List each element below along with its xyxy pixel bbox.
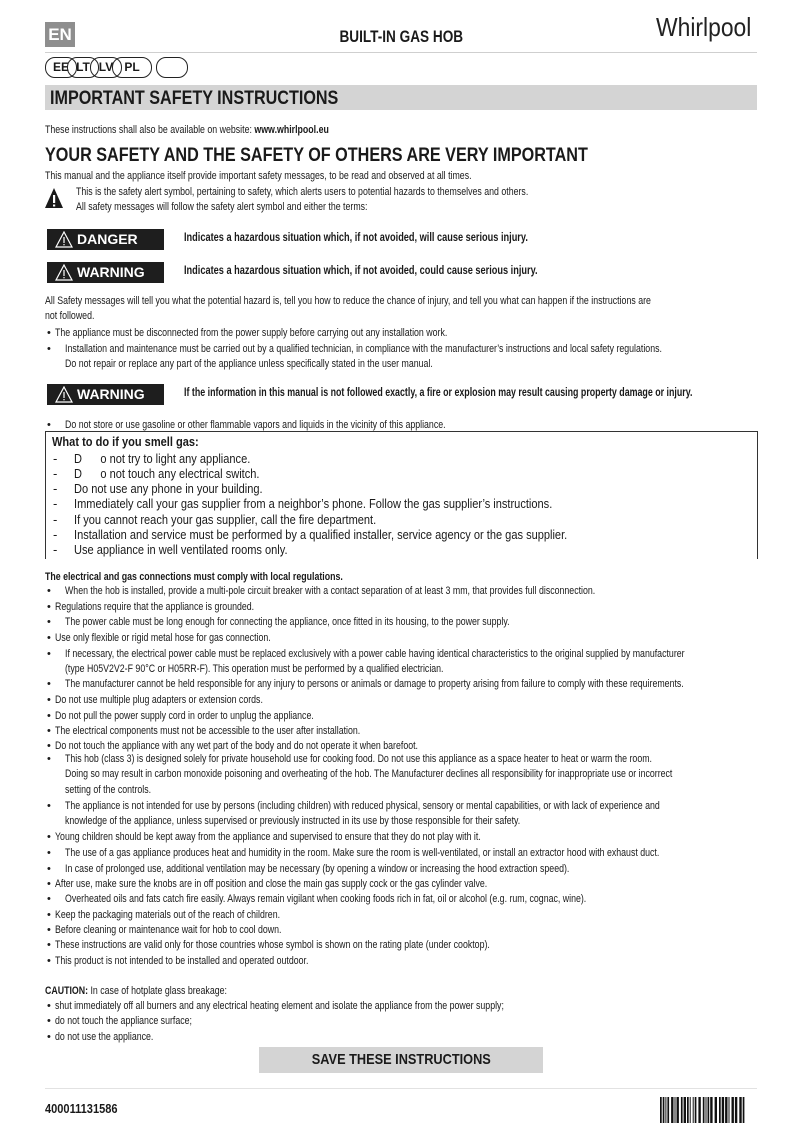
item-text: All Safety messages will tell you what the potential hazard is, tell you how to reduce the chance of injury, and tell you what can happen if the instructions are (45, 295, 651, 307)
item-text: In case of prolonged use, additional ventilation may be necessary (by opening a window or increasing the hood extraction speed). (65, 863, 570, 875)
text-line (45, 309, 757, 323)
barcode-bar (684, 1097, 686, 1123)
barcode-bar (715, 1097, 717, 1123)
item-text: This product is not intended to be installed and operated outdoor. (55, 955, 309, 967)
barcode-bar (677, 1097, 679, 1123)
section-title: IMPORTANT SAFETY INSTRUCTIONS (50, 88, 339, 109)
barcode-bar (743, 1097, 745, 1123)
item-text: These instructions are valid only for those countries whose symbol is shown on the rating plate (under cooktop). (55, 939, 490, 951)
gas-instruction-item (45, 527, 757, 543)
document-number: 400011131586 (45, 1101, 118, 1116)
website-link[interactable]: www.whirlpool.eu (254, 124, 329, 136)
country-oval: LV (90, 57, 122, 78)
bullet-marker: • (47, 1031, 51, 1043)
bullet-item (45, 326, 757, 340)
item-text: knowledge of the appliance, unless supervised or previously instructed in its use by those responsible for their safety. (65, 815, 521, 827)
intro-line: All safety messages will follow the safety alert symbol and either the terms: (76, 201, 368, 213)
warning-triangle-icon (55, 231, 73, 248)
bullet-marker: • (47, 616, 51, 628)
barcode-bar (675, 1097, 676, 1123)
barcode-bar (665, 1097, 666, 1123)
bullet-item (45, 739, 757, 753)
badge-label: WARNING (77, 386, 145, 402)
gas-instruction-item (45, 451, 757, 467)
country-oval: PL (112, 57, 152, 78)
bullet-marker: • (47, 878, 51, 890)
text-line (45, 570, 757, 584)
dash-marker: - (53, 451, 58, 466)
bullet-item (45, 615, 757, 629)
bullet-item (45, 418, 757, 432)
text-line (45, 783, 757, 797)
item-text: D o not try to light any appliance. (74, 451, 251, 466)
dash-marker: - (53, 496, 58, 511)
bullet-marker: • (47, 831, 51, 843)
item-text: Do not touch the appliance with any wet part of the body and do not operate it when barefoot. (55, 740, 418, 752)
safety-alert-icon (44, 186, 64, 212)
item-text: Installation and maintenance must be carried out by a qualified technician, in compliance with the manufacturer’s instructions and local safety regulations. (65, 343, 662, 355)
bullet-item (45, 1030, 757, 1044)
bullet-marker: • (47, 800, 51, 812)
document-title-text: BUILT-IN GAS HOB (339, 27, 463, 46)
bullet-item (45, 342, 757, 356)
bullet-marker: • (47, 909, 51, 921)
item-text: The appliance must be disconnected from the power supply before carrying out any installation work. (55, 327, 448, 339)
bullet-item (45, 647, 757, 661)
bullet-marker: • (47, 1000, 51, 1012)
bullet-marker: • (47, 740, 51, 752)
bullet-marker: • (47, 924, 51, 936)
bullet-item (45, 830, 757, 844)
gas-box-title: What to do if you smell gas: (52, 434, 199, 449)
bullet-item (45, 584, 757, 598)
item-text: If necessary, the electrical power cable must be replaced exclusively with a power cable having identical characteristics to the original supplied by manufacturer (65, 648, 685, 660)
item-text: Keep the packaging materials out of the reach of children. (55, 909, 281, 921)
bullet-item (45, 877, 757, 891)
barcode-bar (706, 1097, 707, 1123)
item-text: Overheated oils and fats catch fire easily. Always remain vigilant when cooking foods rich in fat, oil or alcohol (e.g. rum, cognac, wine). (65, 893, 587, 905)
item-text: do not touch the appliance surface; (55, 1015, 192, 1027)
item-text: Before cleaning or maintenance wait for hob to cool down. (55, 924, 282, 936)
bullet-marker: • (47, 601, 51, 613)
item-text: shut immediately off all burners and any electrical heating element and isolate the appliance from the power supply; (55, 1000, 504, 1012)
bullet-marker: • (47, 710, 51, 722)
language-badge: EN (45, 22, 75, 47)
gas-instruction-item (45, 496, 757, 512)
item-text: If you cannot reach your gas supplier, call the fire department. (74, 512, 377, 527)
dash-marker: - (53, 512, 58, 527)
footer-divider (45, 1088, 757, 1089)
badge-label: WARNING (77, 264, 145, 280)
bullet-item (45, 1014, 757, 1028)
barcode-bar (687, 1097, 689, 1123)
bullet-item (45, 631, 757, 645)
bullet-item (45, 677, 757, 691)
barcode-bar (660, 1097, 662, 1123)
text-line (45, 662, 757, 676)
bullet-item (45, 908, 757, 922)
bullet-item (45, 954, 757, 968)
save-instructions-text: SAVE THESE INSTRUCTIONS (311, 1051, 491, 1068)
barcode-bar (681, 1097, 683, 1123)
item-text: The power cable must be long enough for connecting the appliance, once fitted in its housing, to the power supply. (65, 616, 510, 628)
barcode-bar (693, 1097, 694, 1123)
barcode-bar (667, 1097, 669, 1123)
bullet-marker: • (47, 1015, 51, 1027)
bullet-item (45, 799, 757, 813)
barcode-bar (671, 1097, 673, 1123)
item-text: Do not use multiple plug adapters or extension cords. (55, 694, 263, 706)
website-line (45, 123, 757, 137)
bullet-item (45, 709, 757, 723)
item-text: After use, make sure the knobs are in off position and close the main gas supply cock or the gas cylinder valve. (55, 878, 488, 890)
fire-warning-description: If the information in this manual is not followed exactly, a fire or explosion may result causing property damage or injury. (184, 387, 693, 399)
caution-label: CAUTION: (45, 985, 89, 997)
main-heading: YOUR SAFETY AND THE SAFETY OF OTHERS ARE VERY IMPORTANT (45, 144, 588, 166)
intro-line: This is the safety alert symbol, pertaining to safety, which alerts users to potential hazards to themselves and others. (76, 186, 529, 198)
bullet-marker: • (47, 694, 51, 706)
gas-instruction-item (45, 466, 757, 482)
item-text: The use of a gas appliance produces heat and humidity in the room. Make sure the room is well-ventilated, or install an extractor hood with exhaust duct. (65, 847, 660, 859)
barcode (660, 1097, 746, 1127)
bullet-marker: • (47, 419, 51, 431)
bullet-item (45, 892, 757, 906)
barcode-bar (719, 1097, 721, 1123)
item-text: Installation and service must be performed by a qualified installer, service agency or the gas supplier. (74, 527, 568, 542)
item-text: The electrical components must not be accessible to the user after installation. (55, 725, 361, 737)
country-oval: EE (45, 57, 77, 78)
bullet-marker: • (47, 847, 51, 859)
item-text: The electrical and gas connections must comply with local regulations. (45, 571, 343, 583)
item-text: Regulations require that the appliance is grounded. (55, 601, 255, 613)
website-prefix: These instructions shall also be available on website: (45, 124, 255, 136)
bullet-marker: • (47, 327, 51, 339)
bullet-marker: • (47, 632, 51, 644)
section-header (45, 85, 757, 110)
warning-description: Indicates a hazardous situation which, if not avoided, could cause serious injury. (184, 265, 538, 277)
caution-line (45, 984, 757, 998)
dash-marker: - (53, 542, 58, 557)
barcode-bar (695, 1097, 697, 1123)
dash-marker: - (53, 481, 58, 496)
barcode-bar (710, 1097, 712, 1123)
text-line (45, 294, 757, 308)
item-text: The appliance is not intended for use by persons (including children) with reduced physical, sensory or mental capabilities, or with lack of experience and (65, 800, 660, 812)
bullet-item (45, 752, 757, 766)
item-text: Use only flexible or rigid metal hose for gas connection. (55, 632, 271, 644)
bullet-item (45, 693, 757, 707)
bullet-item (45, 724, 757, 738)
item-text: Do not store or use gasoline or other flammable vapors and liquids in the vicinity of this appliance. (65, 419, 446, 431)
item-text: (type H05V2V2-F 90°C or H05RR-F). This operation must be performed by a qualified electrician. (65, 663, 444, 675)
item-text: D o not touch any electrical switch. (74, 466, 260, 481)
gas-instruction-item (45, 512, 757, 528)
bullet-marker: • (47, 939, 51, 951)
badge-label: DANGER (77, 231, 138, 247)
danger-badge (47, 229, 164, 250)
bullet-marker: • (47, 343, 51, 355)
item-text: Do not pull the power supply cord in order to unplug the appliance. (55, 710, 314, 722)
barcode-bar (690, 1097, 691, 1123)
bullet-marker: • (47, 753, 51, 765)
bullet-item (45, 938, 757, 952)
intro-line: This manual and the appliance itself provide important safety messages, to be read and observed at all times. (45, 170, 472, 182)
gas-instruction-item (45, 481, 757, 497)
item-text: When the hob is installed, provide a multi-pole circuit breaker with a contact separation of at least 3 mm, that provides full disconnection. (65, 585, 596, 597)
barcode-bar (703, 1097, 705, 1123)
bullet-marker: • (47, 893, 51, 905)
save-instructions-banner (259, 1047, 543, 1073)
item-text: Do not repair or replace any part of the appliance unless specifically stated in the user manual. (65, 358, 433, 370)
bullet-item (45, 999, 757, 1013)
barcode-bar (739, 1097, 741, 1123)
bullet-item (45, 600, 757, 614)
danger-description: Indicates a hazardous situation which, if not avoided, will cause serious injury. (184, 232, 528, 244)
header-divider (45, 52, 757, 53)
gas-instruction-item (45, 542, 757, 558)
item-text: Immediately call your gas supplier from a neighbor’s phone. Follow the gas supplier’s instructions. (74, 496, 553, 511)
item-text: Doing so may result in carbon monoxide poisoning and overheating of the hob. The Manufacturer declines all responsibility for inappropriate use or incorrect (65, 768, 673, 780)
item-text: do not use the appliance. (55, 1031, 154, 1043)
caution-text: In case of hotplate glass breakage: (88, 985, 227, 997)
text-line (45, 357, 757, 371)
text-line (45, 767, 757, 781)
barcode-bar (732, 1097, 734, 1123)
whirlpool-logo (656, 12, 764, 43)
barcode-bar (698, 1097, 700, 1123)
bullet-marker: • (47, 678, 51, 690)
bullet-marker: • (47, 955, 51, 967)
dash-marker: - (53, 527, 58, 542)
warning-badge (47, 262, 164, 283)
barcode-bar (729, 1097, 730, 1123)
barcode-bar (735, 1097, 737, 1123)
item-text: Use appliance in well ventilated rooms only. (74, 542, 288, 557)
country-oval: LT (67, 57, 99, 78)
dash-marker: - (53, 466, 58, 481)
warning-triangle-icon (55, 264, 73, 281)
warning-triangle-icon (55, 386, 73, 403)
item-text: Young children should be kept away from the appliance and supervised to ensure that they do not play with it. (55, 831, 481, 843)
item-text: This hob (class 3) is designed solely for private household use for cooking food. Do not use this appliance as a space heater to heat or warm the room. (65, 753, 652, 765)
warning-badge (47, 384, 164, 405)
bullet-marker: • (47, 863, 51, 875)
bullet-item (45, 923, 757, 937)
text-line (45, 814, 757, 828)
bullet-item (45, 846, 757, 860)
barcode-bar (722, 1097, 724, 1123)
bullet-marker: • (47, 585, 51, 597)
bullet-marker: • (47, 725, 51, 737)
item-text: not followed. (45, 310, 95, 322)
item-text: setting of the controls. (65, 784, 152, 796)
barcode-bar (725, 1097, 727, 1123)
bullet-item (45, 862, 757, 876)
country-oval (156, 57, 188, 78)
barcode-bar (708, 1097, 710, 1123)
bullet-marker: • (47, 648, 51, 660)
barcode-bar (663, 1097, 665, 1123)
brand-name: Whirlpool (656, 12, 752, 42)
item-text: The manufacturer cannot be held responsible for any injury to persons or animals or damage to property arising from failure to comply with these requirements. (65, 678, 684, 690)
item-text: Do not use any phone in your building. (74, 481, 263, 496)
